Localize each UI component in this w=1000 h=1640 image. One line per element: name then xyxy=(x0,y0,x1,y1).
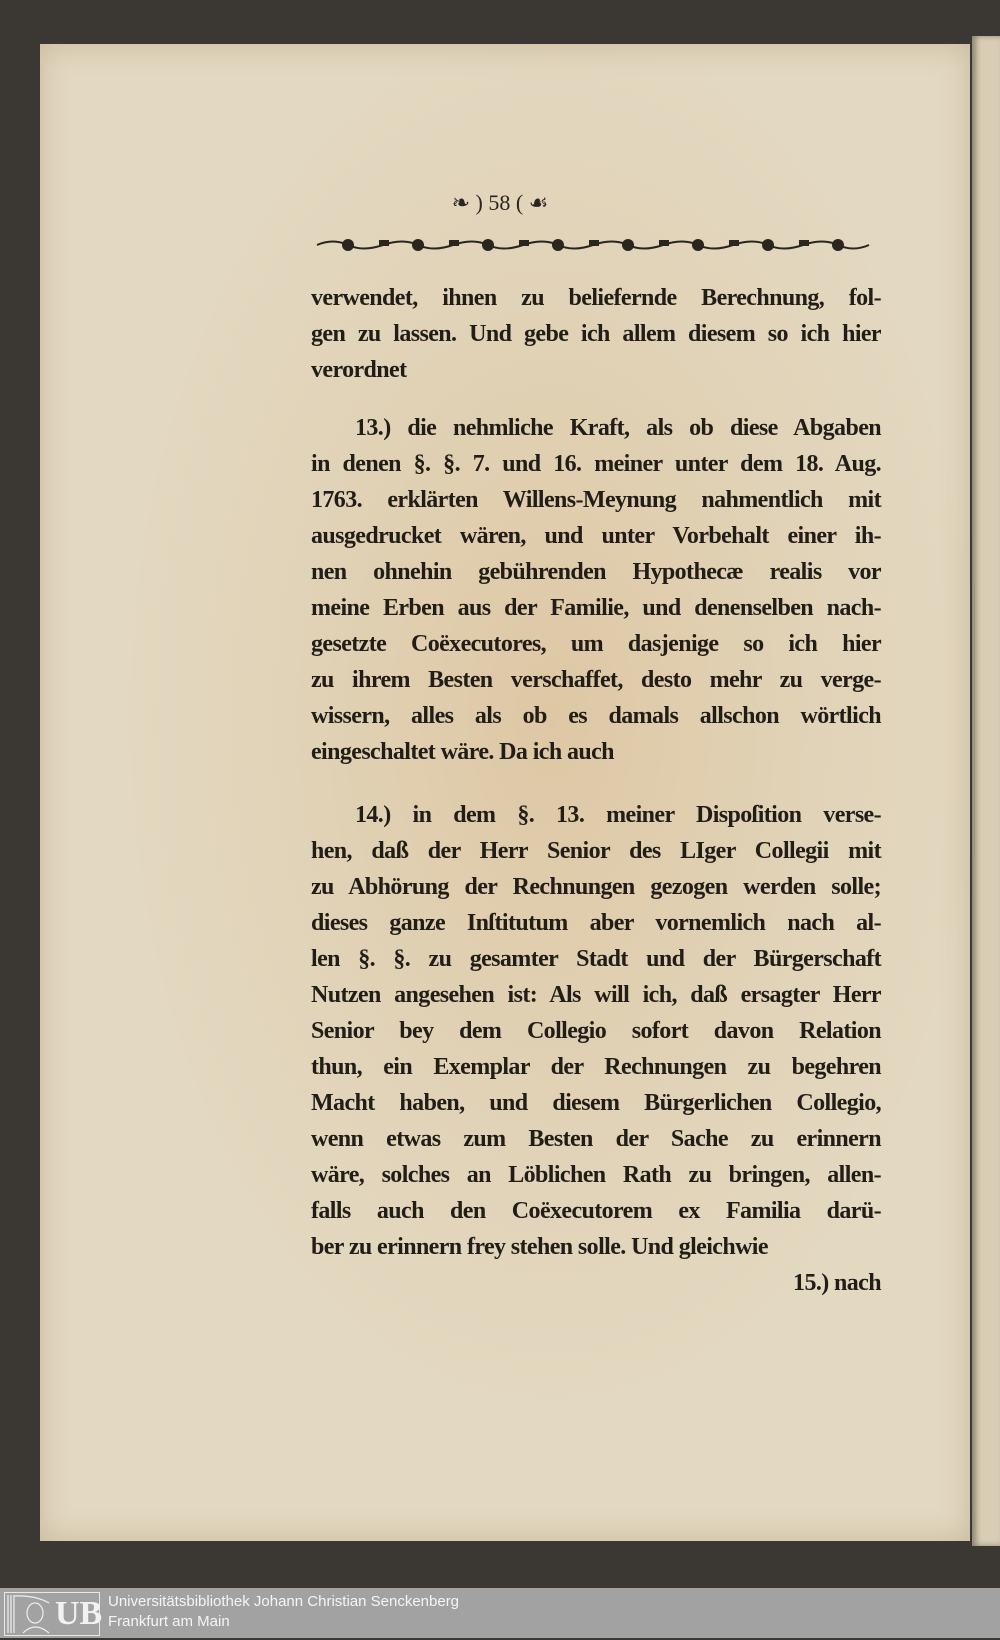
portrait-icon xyxy=(5,1593,51,1635)
text-line: falls auch den Coëxecutorem ex Familia darü- xyxy=(311,1198,881,1224)
text-line: Macht haben, und diesem Bürgerlichen Collegio, xyxy=(311,1090,881,1116)
text-line: wissern, alles als ob es damals allschon wörtlich xyxy=(311,703,881,729)
next-page-edge xyxy=(972,36,1000,1546)
paragraph-continuation xyxy=(311,280,881,388)
catchword: 15.) nach xyxy=(793,1270,881,1296)
text-line: eingeschaltet wäre. Da ich auch xyxy=(311,739,614,765)
library-name: Universitätsbibliothek Johann Christian Senckenberg xyxy=(108,1593,460,1610)
text-line: zu ihrem Besten verschaffet, desto mehr zu verge- xyxy=(311,667,881,693)
text-line: Nutzen angesehen ist: Als will ich, daß ersagter Herr xyxy=(311,982,881,1008)
text-line: hen, daß der Herr Senior des LIger Collegii mit xyxy=(311,838,881,864)
text-line: gen zu lassen. Und gebe ich allem diesem so ich hier xyxy=(311,321,881,347)
page-number: ❧ ) 58 ( ☙ xyxy=(451,190,549,215)
ornament-divider xyxy=(313,236,873,254)
text-line: Senior bey dem Collegio sofort davon Relation xyxy=(311,1018,881,1044)
text-line: nen ohnehin gebührenden Hypothecæ realis vor xyxy=(311,559,881,585)
text-line: 13.) die nehmliche Kraft, als ob diese Abgaben xyxy=(355,415,881,441)
library-footer xyxy=(0,1588,1000,1638)
library-logo[interactable] xyxy=(4,1592,103,1636)
scanned-page xyxy=(40,44,970,1541)
paragraph-13 xyxy=(311,410,881,770)
text-line: thun, ein Exemplar der Rechnungen zu begehren xyxy=(311,1054,881,1080)
text-line: ausgedrucket wären, und unter Vorbehalt einer ih- xyxy=(311,523,881,549)
text-line: ber zu erinnern frey stehen solle. Und gleichwie xyxy=(311,1234,768,1260)
text-line: meine Erben aus der Familie, und denenselben nach- xyxy=(311,595,881,621)
text-line: verordnet xyxy=(311,357,407,383)
logo-text: UB xyxy=(55,1595,103,1632)
text-line: 14.) in dem §. 13. meiner Dispoſition verse- xyxy=(355,802,881,828)
paragraph-14 xyxy=(311,797,881,1301)
text-line: in denen §. §. 7. und 16. meiner unter dem 18. Aug. xyxy=(311,451,881,477)
text-line: wenn etwas zum Besten der Sache zu erinnern xyxy=(311,1126,881,1152)
library-location: Frankfurt am Main xyxy=(108,1613,230,1630)
text-line: dieses ganze Inſtitutum aber vornemlich nach al- xyxy=(311,910,881,936)
text-line: 1763. erklärten Willens-Meynung nahmentlich mit xyxy=(311,487,881,513)
text-line: verwendet, ihnen zu beliefernde Berechnung, fol- xyxy=(311,285,881,311)
text-line: gesetzte Coëxecutores, um dasjenige so ich hier xyxy=(311,631,881,657)
text-line: wäre, solches an Löblichen Rath zu bringen, allen- xyxy=(311,1162,881,1188)
text-line: len §. §. zu gesamter Stadt und der Bürgerschaft xyxy=(311,946,881,972)
text-line: zu Abhörung der Rechnungen gezogen werden solle; xyxy=(311,874,881,900)
